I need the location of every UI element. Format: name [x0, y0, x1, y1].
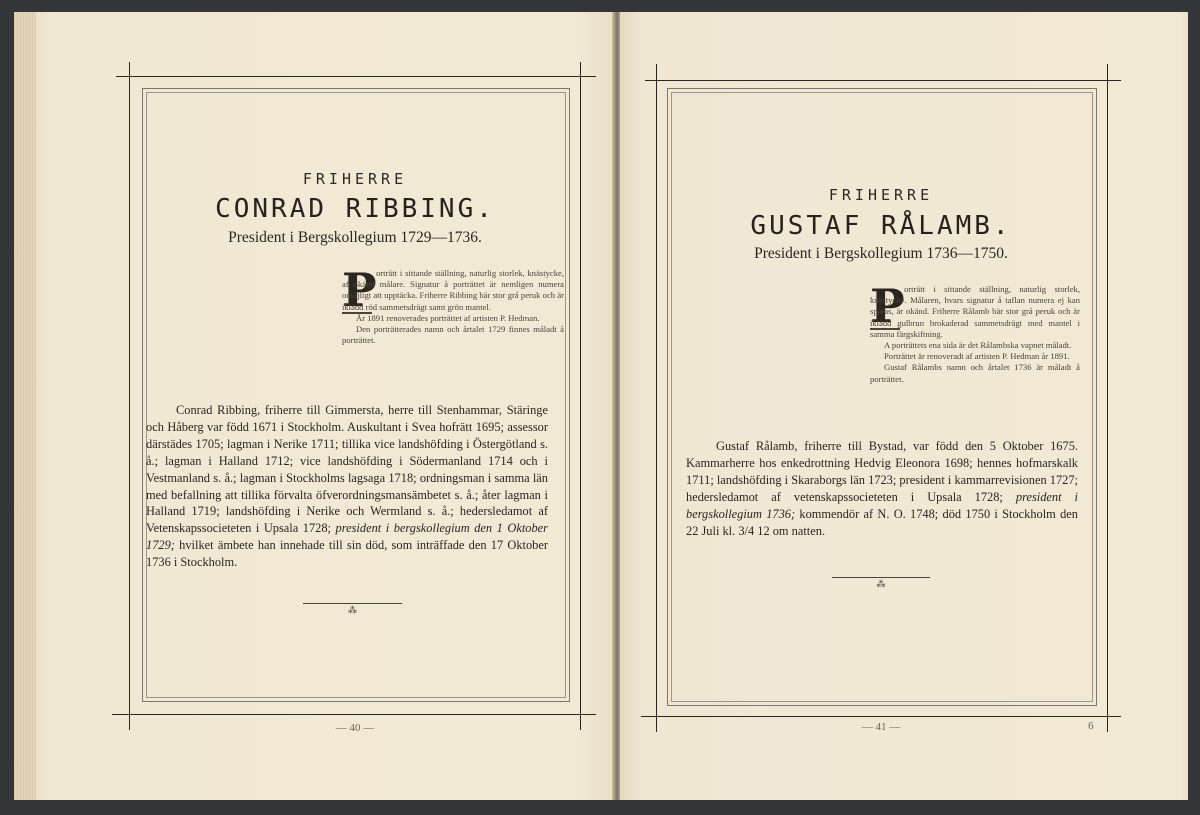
- left-biography: [146, 402, 548, 571]
- right-end-ornament: ⁂: [876, 579, 886, 589]
- left-note-p2: År 1891 renoverades porträttet af artisten P. Hedman.: [356, 312, 540, 323]
- right-end-rule: [832, 577, 930, 578]
- left-frame-top-line: [116, 76, 596, 77]
- right-frame-top-line: [645, 80, 1121, 81]
- left-bio-paragraph: [146, 402, 548, 571]
- right-inner-frame-double: [671, 92, 1093, 702]
- right-folio: — 41 —: [861, 721, 901, 733]
- right-note-p2: A porträttets ena sida är det Rålambska vapnet måladt.: [884, 340, 1072, 351]
- left-person-name: CONRAD RIBBING.: [215, 194, 495, 224]
- right-person-name: GUSTAF RÅLAMB.: [750, 211, 1012, 241]
- right-title-kicker: FRIHERRE: [828, 186, 934, 204]
- right-frame-left-line: [656, 64, 657, 732]
- left-frame-left-line: [129, 62, 130, 730]
- right-signature-mark: 6: [1088, 720, 1094, 732]
- left-subtitle: President i Bergskollegium 1729—1736.: [228, 229, 482, 246]
- left-end-rule: [303, 603, 402, 604]
- right-note-p3: Porträttet är renoveradt af artisten P. Hedman år 1891.: [884, 351, 1070, 362]
- right-note-p4: Gustaf Rålambs namn och årtalet 1736 är måladt å porträttet.: [870, 362, 1080, 384]
- left-title-kicker: FRIHERRE: [302, 170, 408, 188]
- right-biography: [686, 438, 1078, 539]
- right-bio-paragraph: [686, 438, 1078, 539]
- left-note-p3: Den porträtterades namn och årtalet 1729 finnes måladt å porträttet.: [342, 324, 564, 346]
- left-bio-italic: president i bergskollegium den 1 Oktober 1729;: [146, 521, 548, 553]
- left-folio: — 40 —: [335, 722, 375, 734]
- page-edge-stack: [14, 12, 36, 800]
- right-bio-text-1: Gustaf Rålamb, friherre till Bystad, var född den 5 Oktober 1675. Kammarherre hos enkedrottning Hedvig Eleonora 1698; hennes hofmarskalk 1711; landshöfding i Skaraborgs län 1723; president i kammarrevisionen 1727; hedersledamot af vetenskapssocieteten i Upsala 1728;: [686, 439, 1078, 504]
- left-frame-right-line: [580, 62, 581, 730]
- left-bio-text-2: hvilket ämbete han innehade till sin död, som inträffade den 17 Oktober 1736 i Stockholm.: [146, 538, 548, 570]
- left-end-ornament: ⁂: [348, 605, 357, 615]
- left-bio-text-1: Conrad Ribbing, friherre till Gimmersta, herre till Stenhammar, Stäringe och Håberg var född 1671 i Stockholm. Auskultant i Svea hofrätt 1695; assessor därstädes 1705; lagman i Nerike 1711; tillika vice landshöfding i Östergötland s. å.; lagman i Halland 1712; vice landshöfding i Södermanland 1714 och i Vestmanland s. å.; lagman i Stockholms lagsaga 1718; ordningsman i samma län med befallning att tillika förvalta öfverordningsmansämbetet s. å.; åter lagman i Halland 1719; landshöfding i Nerike och Wermland s. å.; hedersledamot af Vetenskapssocieteten i Upsala 1728;: [146, 403, 548, 536]
- right-dropcap: P: [870, 279, 905, 333]
- left-portrait-note: [342, 263, 564, 346]
- right-bio-text-2: kommendör af N. O. 1748; död 1750 i Stockholm den 22 Juli kl. 3/4 12 om natten.: [686, 506, 1078, 538]
- left-note-p1: orträtt i sittande ställning, naturlig storlek, knästycke, af okänd målare. Signatur å porträttet är nemligen numera omöjligt att upptäcka. Friherre Ribbing bär stor grå peruk och är iklädd röd sammetsdrägt samt grön mantel.: [342, 268, 564, 312]
- right-bio-italic: president i bergskollegium 1736;: [686, 489, 1078, 521]
- left-frame-bottom-line: [112, 714, 596, 715]
- right-frame-bottom-line: [641, 716, 1121, 717]
- right-note-p1: orträtt i sittande ställning, naturlig storlek, knästycke. Målaren, hvars signatur å taflan numera ej kan spåras, är okänd. Friherre Rålamb bär stor grå peruk och är iklädd gulbrun brokaderad sammetsdrägt med mantel i samma färgskiftning.: [870, 284, 1080, 339]
- left-dropcap: P: [342, 263, 377, 317]
- right-subtitle: President i Bergskollegium 1736—1750.: [754, 245, 1008, 262]
- right-portrait-note: [870, 279, 1080, 385]
- right-frame-right-line: [1107, 64, 1108, 732]
